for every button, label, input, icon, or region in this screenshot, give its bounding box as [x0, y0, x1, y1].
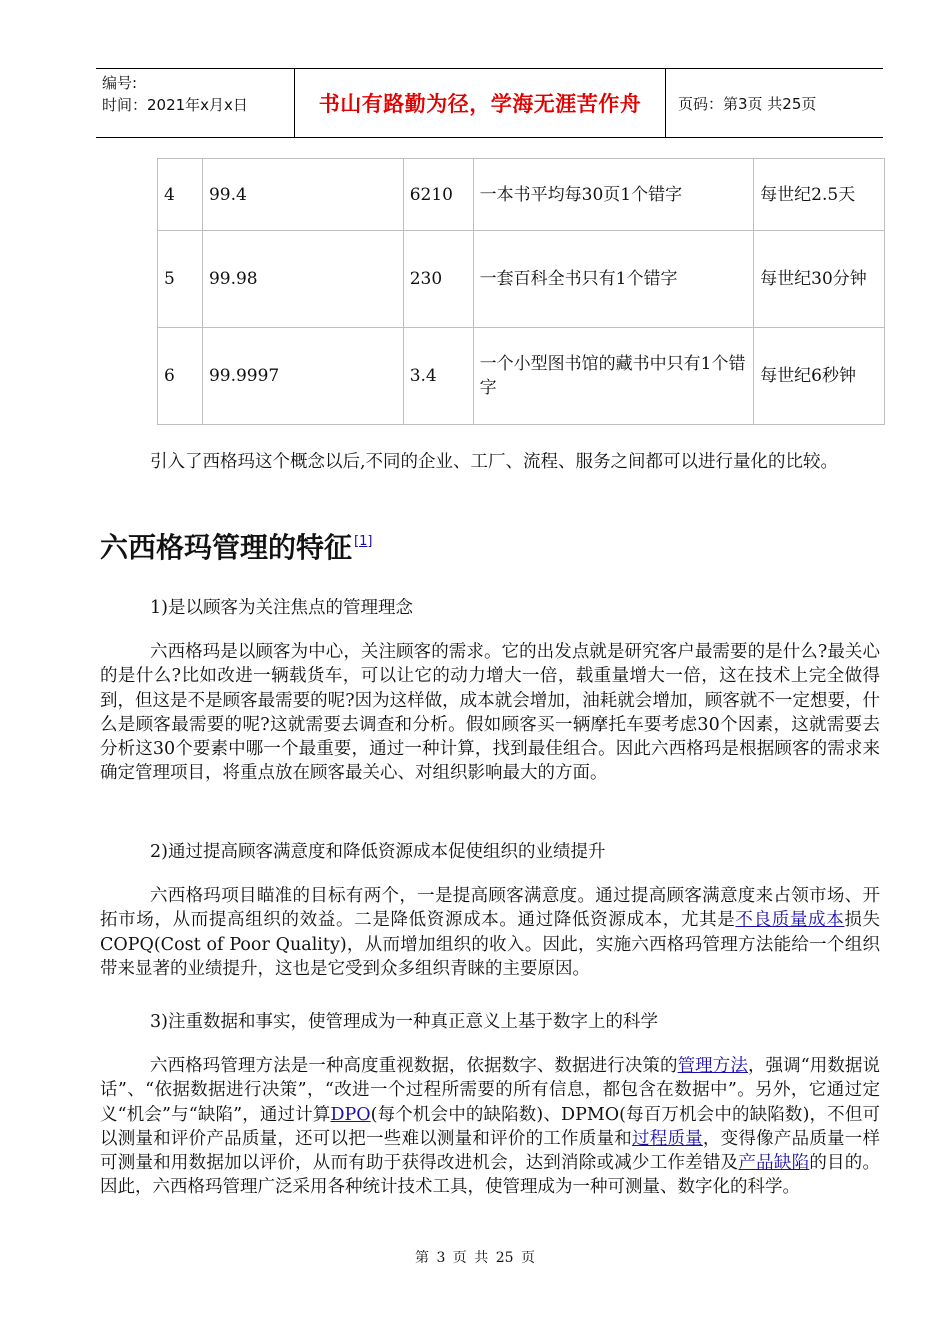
header-motto: 书山有路勤为径，学海无涯苦作舟: [318, 92, 642, 116]
table-cell: 230: [403, 231, 473, 328]
table-cell: 每世纪30分钟: [754, 231, 885, 328]
table-cell: 99.4: [202, 159, 403, 231]
page-footer: 第 3 页 共 25 页: [415, 1250, 535, 1266]
table-cell: 99.98: [202, 231, 403, 328]
point2-text: 六西格玛项目瞄准的目标有两个，一是提高顾客满意度。通过提高顾客满意度来占领市场、开拓市场，从而提高组织的效益。二是降低资源成本。通过降低资源成本，尤其是: [100, 886, 880, 931]
header-meta: [102, 69, 294, 137]
sigma-table: [157, 158, 885, 425]
point3-text: 六西格玛管理方法是一种高度重视数据，依据数字、数据进行决策的: [150, 1056, 678, 1076]
table-cell: 3.4: [403, 328, 473, 425]
section-title-text: 六西格玛管理的特征: [100, 531, 353, 564]
header-number-label: 编号:: [102, 74, 138, 92]
point2-title: 2)通过提高顾客满意度和降低资源成本促使组织的业绩提升: [150, 842, 606, 862]
point1-body: 六西格玛是以顾客为中心，关注顾客的需求。它的出发点就是研究客户最需要的是什么?最关心的是什么?比如改进一辆载货车，可以让它的动力增大一倍，载重量增大一倍，这在技术上完全做得到，但这是不是顾客最需要的呢?因为这样做，成本就会增加，油耗就会增加，顾客就不一定想要，什么是顾客最需要的呢?这就需要去调查和分析。假如顾客买一辆摩托车要考虑30个因素，这就需要去分析这30个要素中哪一个最重要，通过一种计算，找到最佳组合。因此六西格玛是根据顾客的需求来确定管理项目，将重点放在顾客最关心、对组织影响最大的方面。: [100, 642, 880, 784]
table-cell: 6210: [403, 159, 473, 231]
table-cell: 每世纪6秒钟: [754, 328, 885, 425]
table-row: [158, 231, 885, 328]
reference-link[interactable]: [1]: [354, 534, 373, 549]
point3-title: 3)注重数据和事实，使管理成为一种真正意义上基于数字上的科学: [150, 1012, 658, 1032]
header-page-label: 页码：第3页 共25页: [678, 94, 817, 113]
table-cell: 5: [158, 231, 203, 328]
table-cell: 一个小型图书馆的藏书中只有1个错字: [473, 328, 753, 425]
link-dpo[interactable]: DPO: [330, 1104, 371, 1125]
point3-text: (每个机会中的缺陷数)、DPMO(每百万机会中的缺陷数)，不但可以测量和评价产品质量，还可以把一些难以测量和评价的工作质量和: [100, 1104, 880, 1149]
point2-body: [100, 884, 880, 981]
link-process-quality[interactable]: 过程质量: [631, 1128, 703, 1149]
point3-body: [100, 1054, 880, 1200]
header-divider: [665, 69, 666, 137]
table-cell: 一套百科全书只有1个错字: [473, 231, 753, 328]
section-title: [100, 526, 372, 566]
table-cell: 99.9997: [202, 328, 403, 425]
page-header: [96, 68, 883, 138]
table-cell: 一本书平均每30页1个错字: [473, 159, 753, 231]
link-management-method[interactable]: 管理方法: [677, 1056, 748, 1076]
link-poor-quality-cost[interactable]: 不良质量成本: [735, 910, 845, 931]
point3-text: ，强调“用数据说话”、“依据数据进行决策”，“改进一个过程所需要的所有信息，都包含在数据中”。另外，它通过定义“机会”与“缺陷”，通过计算: [100, 1056, 881, 1125]
point1-title: 1)是以顾客为关注焦点的管理理念: [150, 598, 413, 618]
header-time-label: 时间：2021年x月x日: [102, 96, 248, 114]
point3-text: ，变得像产品质量一样可测量和用数据加以评价，从而有助于获得改进机会，达到消除或减少工作差错及: [100, 1128, 881, 1174]
link-product-defect[interactable]: 产品缺陷: [738, 1153, 810, 1174]
point2-text: 损失COPQ(Cost of Poor Quality)，从而增加组织的收入。因此，实施六西格玛管理方法能给一个组织带来显著的业绩提升，这也是它受到众多组织青睐的主要原因。: [100, 910, 881, 979]
table-cell: 6: [158, 328, 203, 425]
table-row: [158, 328, 885, 425]
point3-text: 的目的。因此，六西格玛管理广泛采用各种统计技术工具，使管理成为一种可测量、数字化的科学。: [100, 1153, 881, 1198]
table-cell: 4: [158, 159, 203, 231]
table-cell: 每世纪2.5天: [754, 159, 885, 231]
intro-paragraph: 引入了西格玛这个概念以后,不同的企业、工厂、流程、服务之间都可以进行量化的比较。: [150, 452, 839, 472]
table-row: [158, 159, 885, 231]
